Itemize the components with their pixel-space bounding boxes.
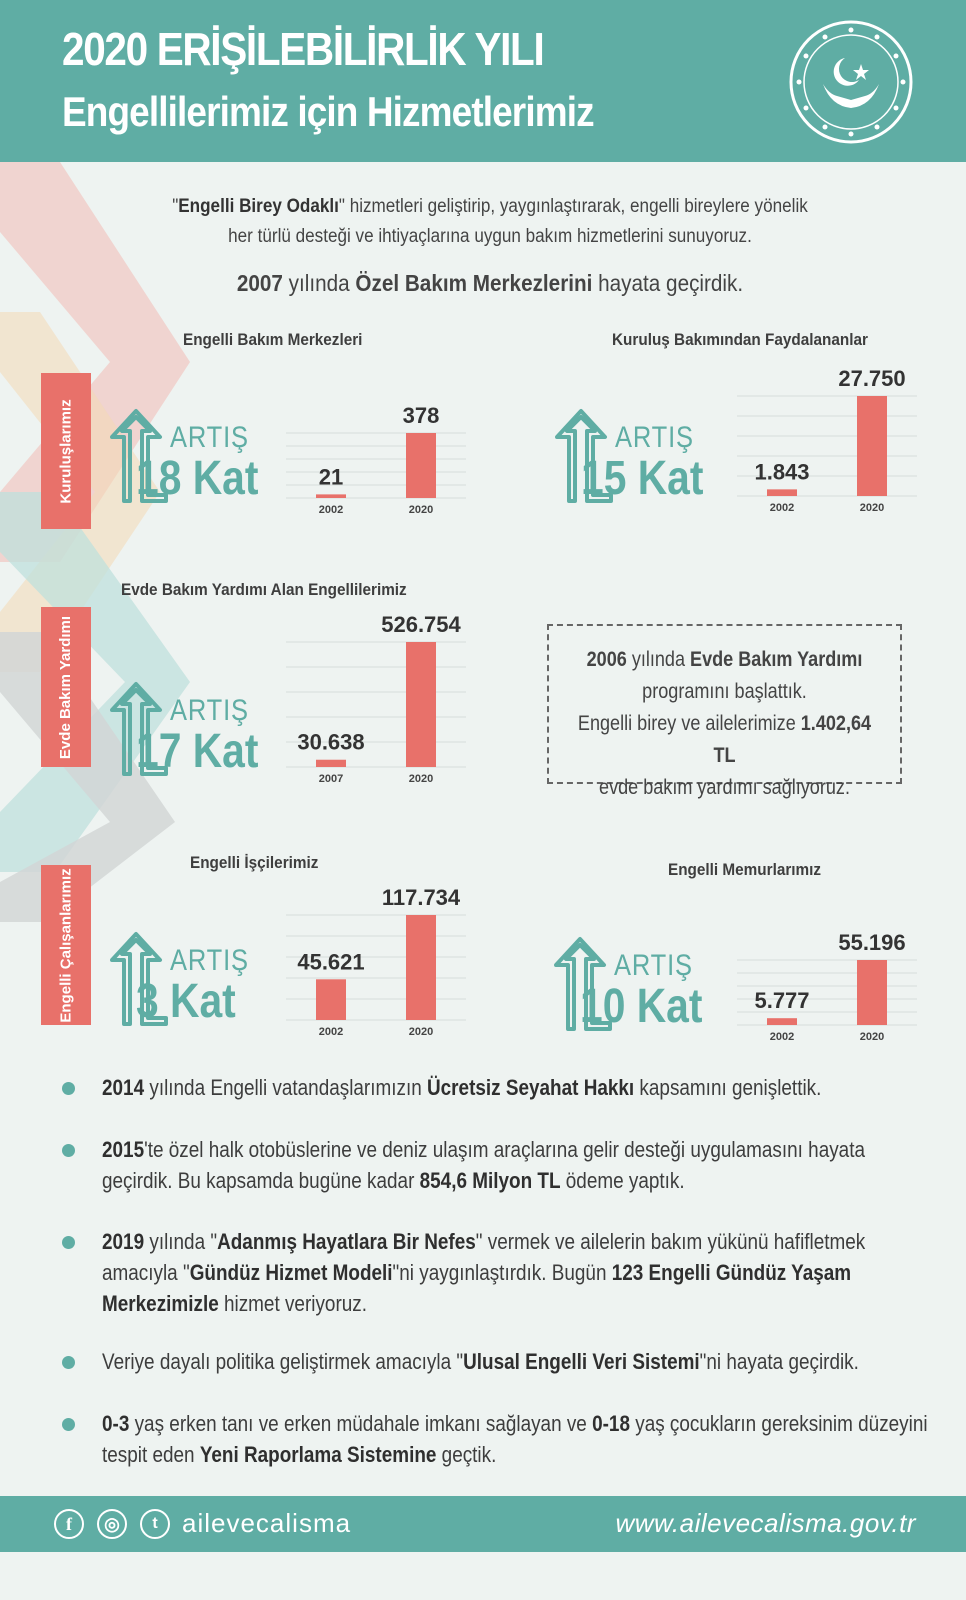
chart-evde-bakim [286,612,466,787]
bar-2002 [767,489,797,496]
header-banner [0,0,966,162]
increase-label: ARTIŞ [614,949,693,982]
page-subtitle: Engellilerimiz için Hizmetlerimiz [62,88,594,135]
bar-chart-svg [286,403,466,518]
side-label-evde-bakim: Evde Bakım Yardımı [41,607,91,767]
page-title: 2020 ERİŞİLEBİLİRLİK YILI [62,23,544,75]
intro-text: "Engelli Birey Odaklı" hizmetleri geliştirip, yaygınlaştırarak, engelli bireylere yönelik her türlü desteği ve ihtiyaçlarına uygun bakım hizmetlerini sunuyoruz. [172,196,808,247]
x-tick-label: 2007 [318,773,344,785]
bar-value-label: 45.621 [297,949,365,975]
bar-chart-svg [286,612,466,787]
chart-kurulus-bakimi [737,366,917,516]
bar-2020 [857,960,887,1025]
chart-memurlar [737,930,917,1045]
increase-label: ARTIŞ [170,421,249,454]
evde-bakim-info-box: 2006 yılında Evde Bakım Yardımı programını başlattık. Engelli birey ve ailelerimize 1.402,64 TL evde bakım yardımı sağlıyoruz. [547,624,902,784]
chart-bakim-merkezleri [286,403,466,518]
increase-block [553,407,723,517]
bar-value-label: 21 [318,464,344,490]
bar-2020 [857,396,887,496]
increase-label: ARTIŞ [170,944,249,977]
x-tick-label: 2020 [408,504,434,516]
x-tick-label: 2002 [769,1031,795,1043]
bar-value-label: 55.196 [838,930,906,955]
x-tick-label: 2020 [859,1031,885,1043]
bar-2020 [406,915,436,1020]
bar-2020 [406,642,436,767]
bar-chart-svg [286,885,466,1040]
increase-value: 15 Kat [581,452,704,505]
bullet-icon [62,1418,75,1431]
increase-block [108,680,278,790]
bar-value-label: 526.754 [381,612,461,637]
instagram-icon[interactable]: ◎ [97,1509,127,1539]
list-item: 2014 yılında Engelli vatandaşlarımızın Ücretsiz Seyahat Hakkı kapsamını genişlettik. [62,1072,902,1103]
bar-value-label: 1.843 [754,459,810,485]
bar-value-label: 27.750 [838,366,906,391]
bar-value-label: 5.777 [754,988,810,1014]
section-title-bakim-merkezleri: Engelli Bakım Merkezleri [183,330,363,349]
increase-label: ARTIŞ [615,421,694,454]
increase-label: ARTIŞ [170,694,249,727]
bar-2002 [316,494,346,498]
x-tick-label: 2020 [859,502,885,514]
ministry-seal-logo [787,18,915,146]
website-link[interactable]: www.ailevecalisma.gov.tr [615,1508,916,1538]
bar-2007 [316,760,346,767]
increase-value: 18 Kat [136,452,259,505]
bar-value-label: 117.734 [381,885,461,910]
x-tick-label: 2002 [318,1026,344,1038]
facebook-icon[interactable]: f [54,1509,84,1539]
bar-value-label: 378 [402,403,440,428]
achievements-list [62,1072,928,1470]
section-title-evde-bakim: Evde Bakım Yardımı Alan Engellilerimiz [121,580,407,599]
list-item: 2019 yılında "Adanmış Hayatlara Bir Nefes" vermek ve ailelerin bakım yükünü hafifletmek amacıyla "Gündüz Hizmet Modeli"ni yaygınlaştırdık. Bugün 123 Engelli Gündüz Yaşam Merkezimizle hizmet veriyoruz. [62,1226,902,1319]
increase-block [108,930,278,1040]
increase-block [552,935,722,1045]
bar-value-label: 30.638 [297,729,365,755]
bar-2020 [406,433,436,498]
bar-chart-svg [737,366,917,516]
bar-2002 [767,1018,797,1025]
x-tick-label: 2002 [318,504,344,516]
list-item: 0-3 yaş erken tanı ve erken müdahale imkanı sağlayan ve 0-18 yaş çocukların gereksinim düzeyini tespit eden Yeni Raporlama Sistemine geçtik. [62,1408,902,1470]
increase-value: 3 Kat [136,975,236,1028]
increase-value: 10 Kat [580,980,703,1033]
section-title-isciler: Engelli İşçilerimiz [190,853,319,872]
increase-value: 17 Kat [136,725,259,778]
footer-bar [0,1496,966,1552]
intro-highlight: 2007 yılında Özel Bakım Merkezlerini hayata geçirdik. [236,270,744,296]
list-item: Veriye dayalı politika geliştirmek amacıyla "Ulusal Engelli Veri Sistemi"ni hayata geçirdik. [62,1346,902,1377]
x-tick-label: 2020 [408,1026,434,1038]
social-handle[interactable]: ailevecalisma [182,1508,352,1538]
increase-block [108,407,278,517]
side-label-calisanlar: Engelli Çalışanlarımız [41,865,91,1025]
section-title-kurulus-bakimi: Kuruluş Bakımından Faydalananlar [612,330,868,349]
bullet-icon [62,1144,75,1157]
list-item: 2015'te özel halk otobüslerine ve deniz ulaşım araçlarına gelir desteği uygulamasını hayata geçirdik. Bu kapsamda bugüne kadar 854,6 Milyon TL ödeme yaptık. [62,1134,902,1196]
bullet-icon [62,1356,75,1369]
section-title-memurlar: Engelli Memurlarımız [668,860,822,879]
side-label-kuruluslar: Kuruluşlarımız [41,373,91,529]
bar-2002 [316,979,346,1020]
bar-chart-svg [737,930,917,1045]
twitter-icon[interactable]: t [140,1509,170,1539]
bullet-icon [62,1082,75,1095]
chart-isciler [286,885,466,1040]
bullet-icon [62,1236,75,1249]
x-tick-label: 2002 [769,502,795,514]
x-tick-label: 2020 [408,773,434,785]
